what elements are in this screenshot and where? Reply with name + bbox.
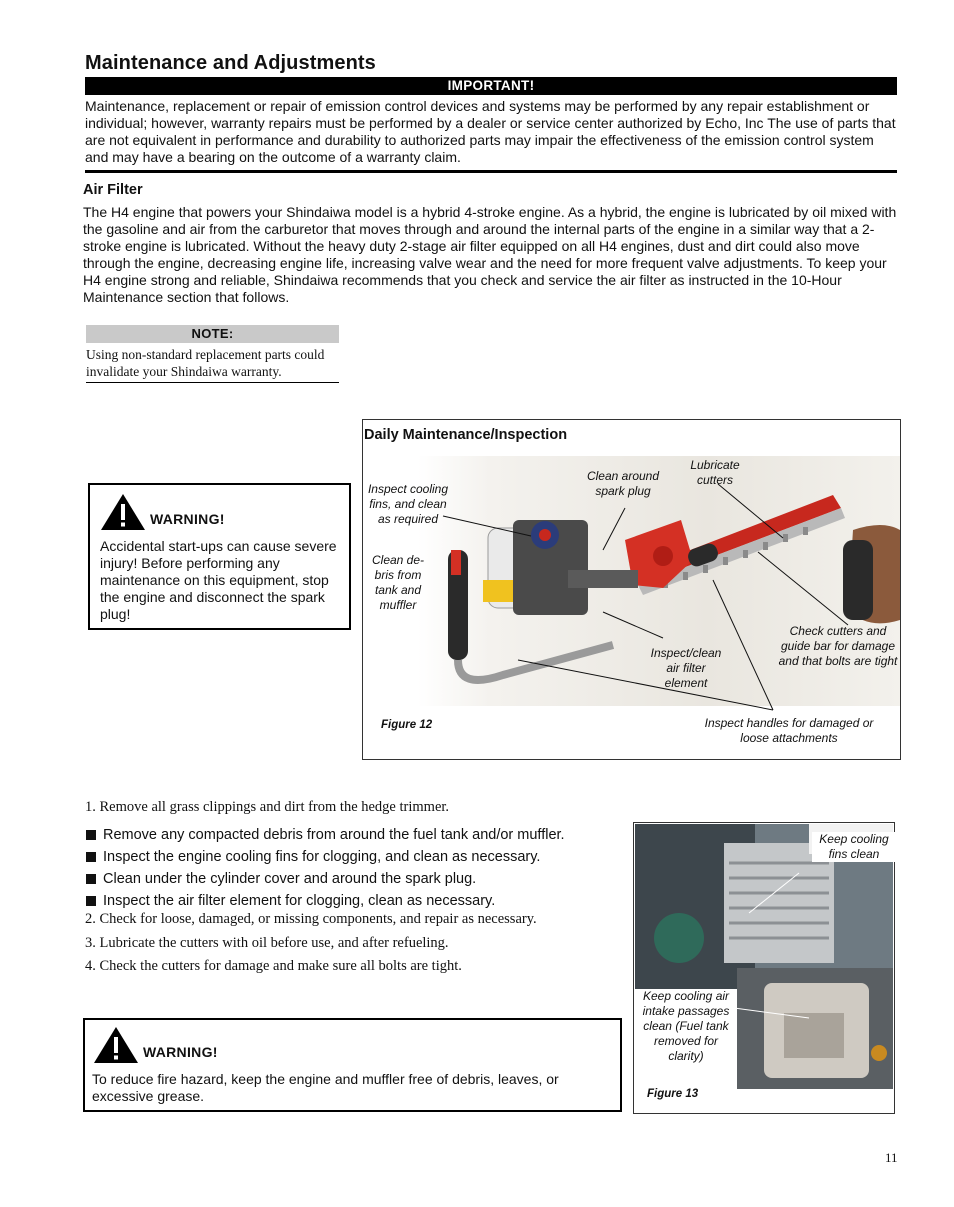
list-item: Inspect the engine cooling fins for clogging, and clean as necessary. — [86, 849, 540, 865]
note-banner: NOTE: — [86, 325, 339, 343]
warning-text: To reduce fire hazard, keep the engine and muffler free of debris, leaves, or excessive grease. — [92, 1071, 559, 1104]
warning-text: Accidental start-ups can cause severe injury! Before performing any maintenance on this equipment, stop the engine and disconnect the spark plug! — [100, 538, 337, 622]
warning-triangle-icon — [100, 493, 146, 531]
air-filter-heading: Air Filter — [83, 182, 143, 198]
important-text: Maintenance, replacement or repair of emission control devices and systems may be performed by any repair establishment or individual; however, warranty repairs must be performed by a dealer or service center authorized by Echo, Inc The use of parts that are not equivalent in performance and durability to authorized parts may impair the effectiveness of the emission control system and may have a bearing on the outcome of a warranty claim. — [85, 98, 896, 165]
page-number: 11 — [885, 1150, 898, 1165]
figure-12-title: Daily Maintenance/Inspection — [364, 427, 568, 443]
important-banner: IMPORTANT! — [85, 77, 897, 95]
callout-cooling-fins: Inspect cooling fins, and clean as required — [367, 482, 449, 526]
warning-triangle-icon — [93, 1026, 139, 1064]
callout-debris: Clean de-bris from tank and muffler — [371, 553, 425, 612]
list-item: Clean under the cylinder cover and around the spark plug. — [86, 871, 476, 887]
step-2: 2. Check for loose, damaged, or missing components, and repair as necessary. — [85, 911, 537, 927]
page-title: Maintenance and Adjustments — [85, 52, 376, 74]
step-4: 4. Check the cutters for damage and make sure all bolts are tight. — [85, 958, 462, 974]
callout-spark-plug: Clean around spark plug — [586, 469, 660, 498]
step-1: 1. Remove all grass clippings and dirt from the hedge trimmer. — [85, 799, 450, 815]
callout-keep-fins-clean: Keep cooling fins clean — [812, 832, 896, 862]
callout-handles: Inspect handles for damaged or loose attachments — [704, 716, 874, 745]
note-divider — [86, 382, 339, 383]
warning-box-startup — [88, 483, 351, 630]
callout-air-filter: Inspect/clean air filter element — [650, 646, 722, 690]
callout-keep-intake-clean: Keep cooling air intake passages clean (Fuel tank removed for clarity) — [636, 989, 736, 1064]
figure-12-label: Figure 12 — [381, 719, 433, 731]
warning-box-fire — [83, 1018, 622, 1112]
warning-label: WARNING! — [143, 1044, 218, 1060]
air-filter-text: The H4 engine that powers your Shindaiwa model is a hybrid 4-stroke engine. As a hybrid, the engine is lubricated by oil mixed with the gasoline and air from the carburetor that moves through and around the internal parts of the engine in a similar way that a 2-stroke engine is lubricated. Without the heavy duty 2-stage air filter equipped on all H4 engines, dust and dirt could also move through the engine, decreasing engine life, increasing valve wear and the need for more frequent valve adjustments. To keep your H4 engine strong and reliable, Shindaiwa recommends that you check and service the air filter as instructed in the 10-Hour Maintenance section that follows. — [83, 204, 897, 305]
list-item: Inspect the air filter element for clogging, clean as necessary. — [86, 893, 495, 909]
list-item: Remove any compacted debris from around the fuel tank and/or muffler. — [86, 827, 565, 843]
figure-13-label: Figure 13 — [647, 1088, 699, 1100]
figure-13 — [633, 822, 895, 1114]
section-divider — [85, 170, 897, 173]
callout-lubricate: Lubricate cutters — [690, 458, 740, 487]
note-text: Using non-standard replacement parts could invalidate your Shindaiwa warranty. — [86, 347, 325, 379]
callout-cutters: Check cutters and guide bar for damage and that bolts are tight — [778, 624, 898, 668]
warning-label: WARNING! — [150, 511, 225, 527]
engine-closeup-photo — [634, 823, 894, 1113]
step-3: 3. Lubricate the cutters with oil before use, and after refueling. — [85, 935, 449, 951]
